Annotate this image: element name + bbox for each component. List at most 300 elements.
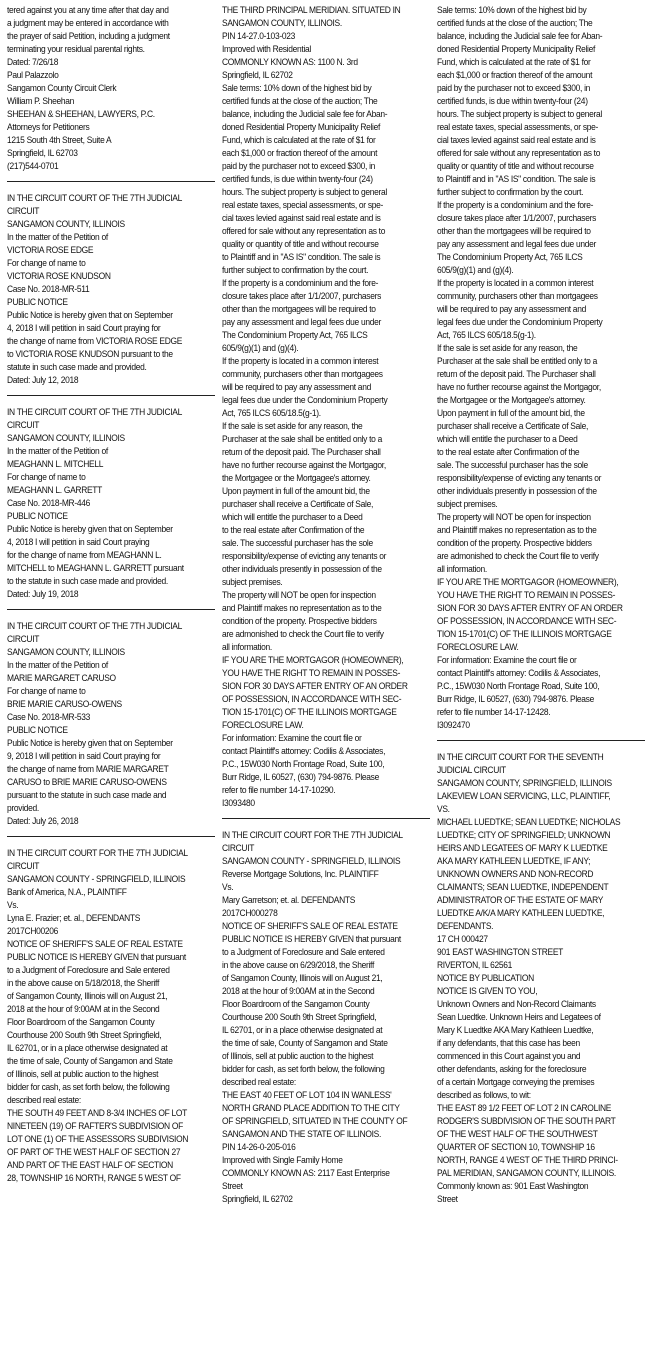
notice-text-line [222, 290, 430, 303]
notice-text: certified funds, is due within twenty-four (24) [222, 174, 373, 185]
notice-text-line [437, 1076, 645, 1089]
notice-text: VICTORIA ROSE KNUDSON [7, 271, 111, 282]
notice-text-line [222, 173, 430, 186]
notice-text: Dated: 7/26/18 [7, 57, 59, 68]
notice-text-line [7, 646, 215, 659]
notice-text-line [7, 847, 215, 860]
notice-text: QUARTER OF SECTION 10, TOWNSHIP 16 [437, 1142, 595, 1153]
notice-text: 2018 at the hour of 9:00AM at in the Second [222, 986, 375, 997]
notice-text-line [7, 575, 215, 588]
notice-text: sale. The successful purchaser has the sole [222, 538, 373, 549]
notice-text: hours. The subject property is subject to general [222, 187, 387, 198]
notice-text: LUEDTKE; CITY OF SPRINGFIELD; UNKNOWN [437, 830, 611, 841]
notice-text-line [222, 1128, 430, 1141]
legal-notice [7, 406, 215, 601]
notice-text-line [437, 563, 645, 576]
notice-text: OF POSSESSION, IN ACCORDANCE WITH SEC- [437, 616, 617, 627]
notice-text: Bank of America, N.A., PLAINTIFF [7, 887, 127, 898]
notice-text-line [222, 147, 430, 160]
notice-text-line [437, 121, 645, 134]
notice-text: Mary Garretson; et. al. DEFENDANTS [222, 895, 356, 906]
notice-text-line [222, 1167, 430, 1180]
notice-text: PUBLIC NOTICE IS HEREBY GIVEN that pursuant [222, 934, 401, 945]
notice-text: cial taxes levied against said real estate and is [437, 135, 596, 146]
notice-text-line [437, 433, 645, 446]
notice-text: Springfield, IL 62703 [7, 148, 78, 159]
notice-text: PAL MERIDIAN, SANGAMON COUNTY, ILLINOIS. [437, 1168, 616, 1179]
notice-text-line [7, 1081, 215, 1094]
notice-text-line [437, 946, 645, 959]
notice-text-line [437, 186, 645, 199]
notice-text-line [437, 855, 645, 868]
notice-text-line [7, 737, 215, 750]
notice-text-line [222, 381, 430, 394]
notice-text-line [437, 719, 645, 732]
notice-text-line [222, 680, 430, 693]
notice-text: Upon payment in full of the amount bid, the [437, 408, 585, 419]
notice-text: 2018 at the hour of 9:00AM at in the Second [7, 1004, 160, 1015]
notice-text: paid by the purchaser not to exceed $300, in [437, 83, 591, 94]
notice-text-line [437, 1115, 645, 1128]
notice-text: THE SOUTH 49 FEET AND 8-3/4 INCHES OF LOT [7, 1108, 188, 1119]
notice-text-line [437, 420, 645, 433]
notice-text: IN THE CIRCUIT COURT OF THE 7TH JUDICIAL [7, 407, 183, 418]
notice-text-line [437, 693, 645, 706]
notice-text-line [437, 1141, 645, 1154]
notice-text-line [222, 238, 430, 251]
notice-text: VICTORIA ROSE EDGE [7, 245, 94, 256]
notice-text: MITCHELL to MEAGHANN L. GARRETT pursuant [7, 563, 184, 574]
notice-text-line [7, 270, 215, 283]
notice-text-line [437, 108, 645, 121]
notice-text: SION FOR 30 DAYS AFTER ENTRY OF AN ORDER [222, 681, 408, 692]
notice-text: Fund, which is calculated at the rate of $1 for [437, 57, 591, 68]
notice-text-line [7, 925, 215, 938]
notice-text: certified funds at the close of the auction; The [222, 96, 378, 107]
notice-text: Sean Luedtke. Unknown Heirs and Legatees of [437, 1012, 601, 1023]
notice-text: described as follows, to wit: [437, 1090, 531, 1101]
notice-text-line [222, 56, 430, 69]
notice-text: all information. [437, 564, 487, 575]
notice-text: CIRCUIT [7, 634, 40, 645]
notice-text: bidder for cash, as set forth below, the following [7, 1082, 170, 1093]
notice-text-line [222, 524, 430, 537]
notice-text-line [222, 998, 430, 1011]
notice-text: For change of name to [7, 686, 86, 697]
notice-text: Lyna E. Frazier; et. al., DEFENDANTS [7, 913, 141, 924]
notice-text-line [7, 497, 215, 510]
notice-text-line [7, 30, 215, 43]
notice-text-line [437, 1050, 645, 1063]
notice-text-line [222, 446, 430, 459]
notice-text: responsibility/expense of evicting any tenants or [437, 473, 602, 484]
notice-text: pursuant to the statute in such case made and [7, 790, 167, 801]
notice-text-line [437, 602, 645, 615]
notice-text: Vs. [7, 900, 19, 911]
notice-text: HEIRS AND LEGATEES OF MARY K LUEDTKE [437, 843, 608, 854]
notice-text-line [222, 355, 430, 368]
notice-text: 9, 2018 I will petition in said Court praying for [7, 751, 161, 762]
notice-text: MARIE MARGARET CARUSO [7, 673, 116, 684]
notice-text-line [437, 303, 645, 316]
notice-text-line [222, 784, 430, 797]
notice-text-line [7, 1042, 215, 1055]
notice-text: ADMINISTRATOR OF THE ESTATE OF MARY [437, 895, 604, 906]
notice-text-line [437, 290, 645, 303]
notice-text-line [222, 732, 430, 745]
notice-text-line [7, 964, 215, 977]
notice-text: PUBLIC NOTICE IS HEREBY GIVEN that pursuant [7, 952, 186, 963]
notice-text-line [7, 1094, 215, 1107]
notice-text-line [437, 589, 645, 602]
notice-text: Purchaser at the sale shall be entitled only to a [437, 356, 597, 367]
notice-text: NORTH GRAND PLACE ADDITION TO THE CITY [222, 1103, 400, 1114]
notice-text: SANGAMON AND THE STATE OF ILLINOIS. [222, 1129, 382, 1140]
notice-text-line [222, 693, 430, 706]
notice-text-line [7, 257, 215, 270]
notice-text-line [437, 1154, 645, 1167]
notice-text: SANGAMON COUNTY, ILLINOIS [7, 433, 125, 444]
notice-text: If the property is located in a common interest [437, 278, 594, 289]
notice-text: hours. The subject property is subject to general [437, 109, 602, 120]
notice-text: 17 CH 000427 [437, 934, 488, 945]
notice-text-line [7, 776, 215, 789]
column-3 [437, 4, 645, 1349]
notice-text: Dated: July 12, 2018 [7, 375, 79, 386]
notice-text: other than the mortgagees will be required to [222, 304, 376, 315]
notice-text-line [7, 685, 215, 698]
notice-text-line [437, 43, 645, 56]
notice-text-line [222, 985, 430, 998]
notice-text-line [7, 1120, 215, 1133]
notice-text-line [437, 615, 645, 628]
notice-text-line [222, 95, 430, 108]
notice-text: doned Residential Property Municipality Relief [437, 44, 596, 55]
notice-text: YOU HAVE THE RIGHT TO REMAIN IN POSSES- [222, 668, 401, 679]
notice-text: THE EAST 40 FEET OF LOT 104 IN WANLESS' [222, 1090, 392, 1101]
notice-text: Floor Boardroom of the Sangamon County [7, 1017, 155, 1028]
notice-text: quality or quantity of title and without recourse [222, 239, 379, 250]
notice-text-line [222, 368, 430, 381]
notice-text: commenced in this Court against you and [437, 1051, 581, 1062]
notice-text-line [437, 972, 645, 985]
notice-text: the change of name from MARIE MARGARET [7, 764, 169, 775]
notice-text: described real estate: [7, 1095, 81, 1106]
notice-text-line [222, 654, 430, 667]
notice-text-line [437, 1180, 645, 1193]
notice-text-line [437, 641, 645, 654]
notice-text: the time of sale, County of Sangamon and State [7, 1056, 173, 1067]
notice-text-line [437, 82, 645, 95]
notice-text: PUBLIC NOTICE [7, 725, 68, 736]
notice-text-line [222, 1102, 430, 1115]
notice-text-line [437, 30, 645, 43]
notice-text: the change of name from VICTORIA ROSE EDGE [7, 336, 183, 347]
notice-text-line [7, 4, 215, 17]
notice-text: Case No. 2018-MR-511 [7, 284, 90, 295]
notice-text-line [7, 108, 215, 121]
notice-text: Sangamon County Circuit Clerk [7, 83, 117, 94]
notice-text-line [7, 160, 215, 173]
notice-text-line [7, 17, 215, 30]
notice-text: THE EAST 89 1/2 FEET OF LOT 2 IN CAROLINE [437, 1103, 612, 1114]
notice-text-line [7, 536, 215, 549]
notice-text: The Condominium Property Act, 765 ILCS [222, 330, 368, 341]
notice-text: IL 62701, or in a place otherwise designated at [222, 1025, 383, 1036]
notice-text-line [7, 724, 215, 737]
notice-text-line [7, 802, 215, 815]
notice-text-line [7, 789, 215, 802]
column-2 [222, 4, 430, 1349]
notice-text-line [7, 147, 215, 160]
notice-text: to Plaintiff and in "AS IS" condition. The sale is [437, 174, 596, 185]
notice-text: NOTICE IS GIVEN TO YOU, [437, 986, 538, 997]
notice-text: (217)544-0701 [7, 161, 59, 172]
notice-text-line [437, 576, 645, 589]
notice-text: for the change of name from MEAGHANN L. [7, 550, 162, 561]
notice-text: and Plaintiff makes no representation as to the [437, 525, 597, 536]
notice-text: For information: Examine the court file or [222, 733, 362, 744]
notice-divider [7, 836, 215, 837]
notice-text: contact Plaintiff's attorney: Codilis & Associates, [437, 668, 601, 679]
notice-text-line [437, 173, 645, 186]
legal-notice [437, 4, 645, 732]
notice-text: IN THE CIRCUIT COURT FOR THE 7TH JUDICIAL [7, 848, 188, 859]
notice-text-line [7, 458, 215, 471]
notice-text: of a certain Mortgage conveying the premises [437, 1077, 595, 1088]
notice-text: have no further recourse against the Mortgagor, [222, 460, 386, 471]
column-1 [7, 4, 215, 1349]
notice-text: further subject to confirmation by the court. [437, 187, 584, 198]
notice-text: SANGAMON COUNTY, ILLINOIS. [222, 18, 342, 29]
notice-text-line [222, 641, 430, 654]
notice-text: COMMONLY KNOWN AS: 2117 East Enterprise [222, 1168, 390, 1179]
notice-text: Street [437, 1194, 458, 1205]
notice-text-line [222, 108, 430, 121]
notice-text-line [7, 750, 215, 763]
notice-text: doned Residential Property Municipality Relief [222, 122, 381, 133]
notice-text-line [437, 511, 645, 524]
notice-text: SANGAMON COUNTY - SPRINGFIELD, ILLINOIS [7, 874, 186, 885]
notice-text: If the property is a condominium and the fore- [222, 278, 379, 289]
notice-text: return of the deposit paid. The Purchaser shall [222, 447, 381, 458]
notice-text: NOTICE OF SHERIFF'S SALE OF REAL ESTATE [222, 921, 398, 932]
notice-text: OF SPRINGFIELD, SITUATED IN THE COUNTY OF [222, 1116, 408, 1127]
notice-text: and Plaintiff makes no representation as to the [222, 603, 382, 614]
notice-text: OF PART OF THE WEST HALF OF SECTION 27 [7, 1147, 181, 1158]
notice-text-line [437, 1167, 645, 1180]
notice-text-line [7, 134, 215, 147]
notice-text-line [222, 17, 430, 30]
notice-text: sale. The successful purchaser has the sole [437, 460, 588, 471]
notice-text: UNKNOWN OWNERS AND NON-RECORD [437, 869, 594, 880]
notice-text: paid by the purchaser not to exceed $300, in [222, 161, 376, 172]
notice-text-line [222, 907, 430, 920]
notice-text-line [437, 816, 645, 829]
notice-text-line [7, 549, 215, 562]
notice-text-line [437, 212, 645, 225]
notice-text-line [437, 764, 645, 777]
notice-text-line [437, 56, 645, 69]
notice-text: THE THIRD PRINCIPAL MERIDIAN. SITUATED IN [222, 5, 401, 16]
notice-text: certified funds, is due within twenty-four (24) [437, 96, 588, 107]
notice-text: IN THE CIRCUIT COURT FOR THE 7TH JUDICIAL [222, 830, 403, 841]
notice-text-line [437, 381, 645, 394]
notice-text: OF THE WEST HALF OF THE SOUTHWEST [437, 1129, 598, 1140]
notice-text-line [437, 472, 645, 485]
notice-text: SANGAMON COUNTY, SPRINGFIELD, ILLINOIS [437, 778, 612, 789]
notice-text: CARUSO to BRIE MARIE CARUSO-OWENS [7, 777, 167, 788]
notice-text: Sale terms: 10% down of the highest bid by [222, 83, 372, 94]
notice-text: Springfield, IL 62702 [222, 1194, 293, 1205]
notice-text-line [7, 938, 215, 951]
notice-text: IF YOU ARE THE MORTGAGOR (HOMEOWNER), [437, 577, 619, 588]
notice-text: Burr Ridge, IL 60527, (630) 794-9876. Please [222, 772, 379, 783]
notice-text-line [222, 225, 430, 238]
notice-text-line [437, 1102, 645, 1115]
notice-text: COMMONLY KNOWN AS: 1100 N. 3rd [222, 57, 358, 68]
notice-text: other than the mortgagees will be required to [437, 226, 591, 237]
notice-text-line [7, 192, 215, 205]
notice-text: in the above cause on 6/29/2018, the Sheriff [222, 960, 374, 971]
notice-text-line [437, 920, 645, 933]
notice-text-line [7, 309, 215, 322]
notice-text: IF YOU ARE THE MORTGAGOR (HOMEOWNER), [222, 655, 404, 666]
notice-text: responsibility/expense of evicting any tenants or [222, 551, 387, 562]
notice-text-line [437, 160, 645, 173]
notice-text: Improved with Single Family Home [222, 1155, 343, 1166]
notice-text: pay any assessment and legal fees due under [437, 239, 597, 250]
notice-text: Vs. [222, 882, 234, 893]
notice-text: refer to file number 14-17-10290. [222, 785, 336, 796]
notice-text: community, purchasers other than mortgagees [437, 291, 598, 302]
notice-text-line [437, 147, 645, 160]
notice-text-line [7, 445, 215, 458]
notice-text: In the matter of the Petition of [7, 232, 108, 243]
notice-text-line [7, 951, 215, 964]
notice-text-line [222, 920, 430, 933]
notice-text: the time of sale, County of Sangamon and State [222, 1038, 388, 1049]
notice-text: DEFENDANTS. [437, 921, 494, 932]
notice-text-line [7, 322, 215, 335]
notice-text-line [437, 998, 645, 1011]
notice-text: tered against you at any time after that day and [7, 5, 169, 16]
notice-text-line [222, 394, 430, 407]
notice-text: OF POSSESSION, IN ACCORDANCE WITH SEC- [222, 694, 402, 705]
notice-text: of Sangamon County, Illinois will on August 21, [7, 991, 168, 1002]
notice-text: have no further recourse against the Mortgagor, [437, 382, 601, 393]
notice-text: LOT ONE (1) OF THE ASSESSORS SUBDIVISION [7, 1134, 189, 1145]
notice-text-line [7, 69, 215, 82]
notice-text-line [7, 82, 215, 95]
notice-text: NINETEEN (19) OF RAFTER'S SUBDIVISION OF [7, 1121, 183, 1132]
notice-text-line [7, 335, 215, 348]
notice-text-line [437, 706, 645, 719]
notice-text-line [7, 1029, 215, 1042]
notice-text: SANGAMON COUNTY, ILLINOIS [7, 647, 125, 658]
notice-text-line [222, 459, 430, 472]
notice-text: FORECLOSURE LAW. [222, 720, 304, 731]
notice-text-line [437, 485, 645, 498]
notice-text: legal fees due under the Condominium Property [437, 317, 603, 328]
notice-text: In the matter of the Petition of [7, 446, 108, 457]
notice-text-line [7, 510, 215, 523]
notice-text: contact Plaintiff's attorney: Codilis & Associates, [222, 746, 386, 757]
notice-text: VS. [437, 804, 450, 815]
notice-text-line [437, 225, 645, 238]
notice-text-line [437, 1063, 645, 1076]
notice-text-line [222, 868, 430, 881]
notice-text: 2017CH00206 [7, 926, 59, 937]
notice-text-line [437, 1089, 645, 1102]
notice-text: Street [222, 1181, 243, 1192]
notice-text-line [7, 1133, 215, 1146]
notice-text: offered for sale without any representation as to [222, 226, 386, 237]
notice-text: If the property is located in a common interest [222, 356, 379, 367]
notice-text-line [437, 69, 645, 82]
notice-text-line [222, 706, 430, 719]
notice-text-line [437, 524, 645, 537]
notice-text: SION FOR 30 DAYS AFTER ENTRY OF AN ORDER [437, 603, 623, 614]
notice-text-line [222, 433, 430, 446]
notice-text-line [222, 946, 430, 959]
legal-notice [222, 4, 430, 810]
notice-text-line [437, 277, 645, 290]
notice-text: each $1,000 or fraction thereof of the amount [222, 148, 378, 159]
notice-text: In the matter of the Petition of [7, 660, 108, 671]
notice-text: Courthouse 200 South 9th Street Springfield, [222, 1012, 377, 1023]
notice-text-line [222, 4, 430, 17]
notice-text: P.C., 15W030 North Frontage Road, Suite 100, [222, 759, 385, 770]
legal-notice [222, 829, 430, 1206]
notice-text: PIN 14-27.0-103-023 [222, 31, 295, 42]
notice-text: balance, including the Judicial sale fee for Aban- [437, 31, 603, 42]
notice-text: If the sale is set aside for any reason, the [437, 343, 578, 354]
notice-text-line [437, 316, 645, 329]
notice-text-line [7, 899, 215, 912]
notice-text-line [222, 43, 430, 56]
notice-text-line [222, 160, 430, 173]
notice-text-line [7, 672, 215, 685]
notice-text-line [437, 777, 645, 790]
notice-text: IN THE CIRCUIT COURT FOR THE SEVENTH [437, 752, 604, 763]
notice-text-line [222, 264, 430, 277]
notice-text: to Plaintiff and in "AS IS" condition. The sale is [222, 252, 381, 263]
notice-text: Unknown Owners and Non-Record Claimants [437, 999, 596, 1010]
notice-text: Purchaser at the sale shall be entitled only to a [222, 434, 382, 445]
notice-text: in the above cause on 5/18/2018, the Sheriff [7, 978, 159, 989]
notice-text: 2017CH000278 [222, 908, 278, 919]
notice-text-line [222, 498, 430, 511]
notice-text: PUBLIC NOTICE [7, 511, 68, 522]
notice-text-line [222, 602, 430, 615]
notice-text: community, purchasers other than mortgagees [222, 369, 383, 380]
notice-text-line [7, 1003, 215, 1016]
notice-text-line [222, 589, 430, 602]
notice-text: For change of name to [7, 258, 86, 269]
notice-divider [437, 740, 645, 741]
notice-text-line [7, 633, 215, 646]
notice-text: The Condominium Property Act, 765 ILCS [437, 252, 583, 263]
notice-text-line [437, 368, 645, 381]
notice-text-line [222, 719, 430, 732]
notice-text-line [222, 550, 430, 563]
notice-text-line [437, 251, 645, 264]
notice-text-line [222, 563, 430, 576]
notice-text: cial taxes levied against said real estate and is [222, 213, 381, 224]
notice-text-line [222, 121, 430, 134]
notice-text-line [222, 537, 430, 550]
